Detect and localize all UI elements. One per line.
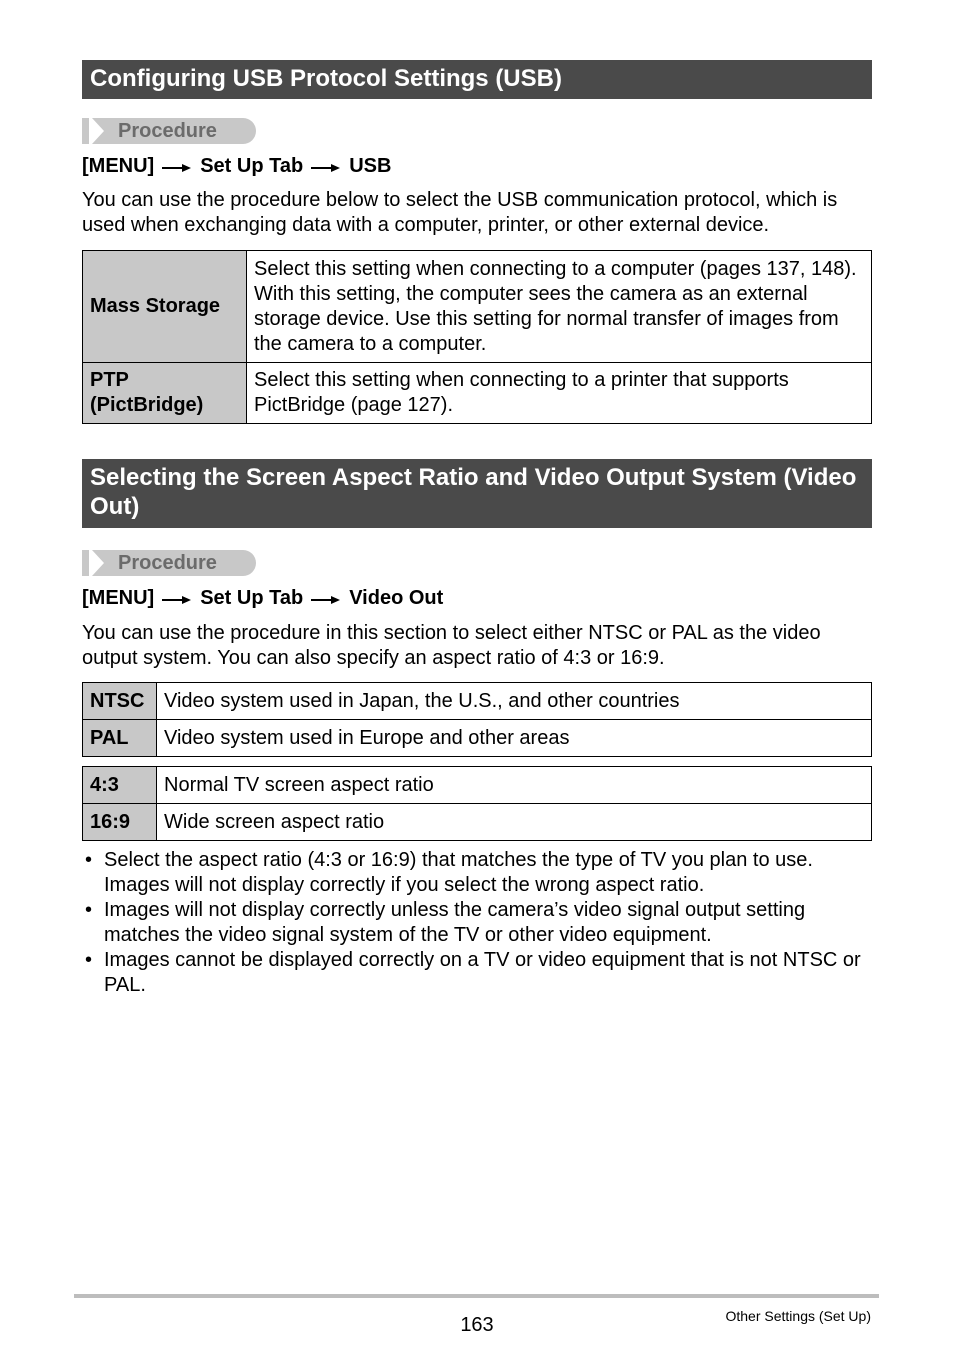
menu-path [82,154,391,179]
setting-description: Wide screen aspect ratio [157,804,872,841]
usb-settings-table [82,250,872,424]
bullet-marker: • [85,849,93,871]
page-number: 163 [460,1314,494,1336]
menu-path-step: Video Out [349,587,444,609]
table-row [83,767,872,804]
arrow-right-icon [162,587,192,611]
procedure-text: Procedure [118,120,217,142]
setting-name: Mass Storage [83,251,247,363]
setting-description: Video system used in Japan, the U.S., and other countries [157,683,872,720]
note-text: Images cannot be displayed correctly on a TV or video equipment that is not NTSC or PAL. [104,949,861,996]
list-item [82,948,874,998]
procedure-label [82,118,256,144]
table-row [83,363,872,424]
note-text: Select the aspect ratio (4:3 or 16:9) that matches the type of TV you plan to use. Images will not display correctly if you select the wrong aspect ratio. [104,849,813,896]
arrow-right-icon [162,155,192,179]
setting-description: Video system used in Europe and other areas [157,720,872,757]
setting-description: Select this setting when connecting to a printer that supports PictBridge (page 127). [247,363,872,424]
bullet-marker: • [85,949,93,971]
menu-path-step: [MENU] [82,155,155,177]
footer-section-name: Other Settings (Set Up) [725,1308,871,1324]
section-heading-video-out: Selecting the Screen Aspect Ratio and Video Output System (Video Out) [82,459,872,528]
procedure-text: Procedure [118,552,217,574]
setting-description: Select this setting when connecting to a computer (pages 137, 148). With this setting, the computer sees the camera as an external storage device. Use this setting for normal transfer of images from the camera to a computer. [247,251,872,363]
setting-name: 16:9 [83,804,157,841]
intro-paragraph: You can use the procedure below to select the USB communication protocol, which is used when exchanging data with a computer, printer, or other external device. [82,189,838,236]
table-row [83,804,872,841]
menu-path-step: Set Up Tab [200,155,304,177]
list-item [82,898,874,948]
setting-name: 4:3 [83,767,157,804]
menu-path [82,586,443,611]
arrow-right-icon [311,155,341,179]
table-row [83,720,872,757]
menu-path-step: Set Up Tab [200,587,304,609]
arrow-right-icon [311,587,341,611]
setting-name: NTSC [83,683,157,720]
setting-name: PAL [83,720,157,757]
aspect-ratio-table [82,766,872,841]
procedure-label [82,550,256,576]
table-row [83,683,872,720]
notes-list [82,848,874,998]
setting-description: Normal TV screen aspect ratio [157,767,872,804]
setting-name: PTP (PictBridge) [83,363,247,424]
bullet-marker: • [85,899,93,921]
footer-divider [74,1294,879,1298]
intro-paragraph: You can use the procedure in this section to select either NTSC or PAL as the video output system. You can also specify an aspect ratio of 4:3 or 16:9. [82,622,821,669]
list-item [82,848,874,898]
menu-path-step: USB [349,155,392,177]
table-row [83,251,872,363]
section-heading-usb: Configuring USB Protocol Settings (USB) [82,60,872,99]
note-text: Images will not display correctly unless the camera’s video signal output setting matches the video signal system of the TV or other video equipment. [104,899,806,946]
menu-path-step: [MENU] [82,587,155,609]
video-system-table [82,682,872,757]
